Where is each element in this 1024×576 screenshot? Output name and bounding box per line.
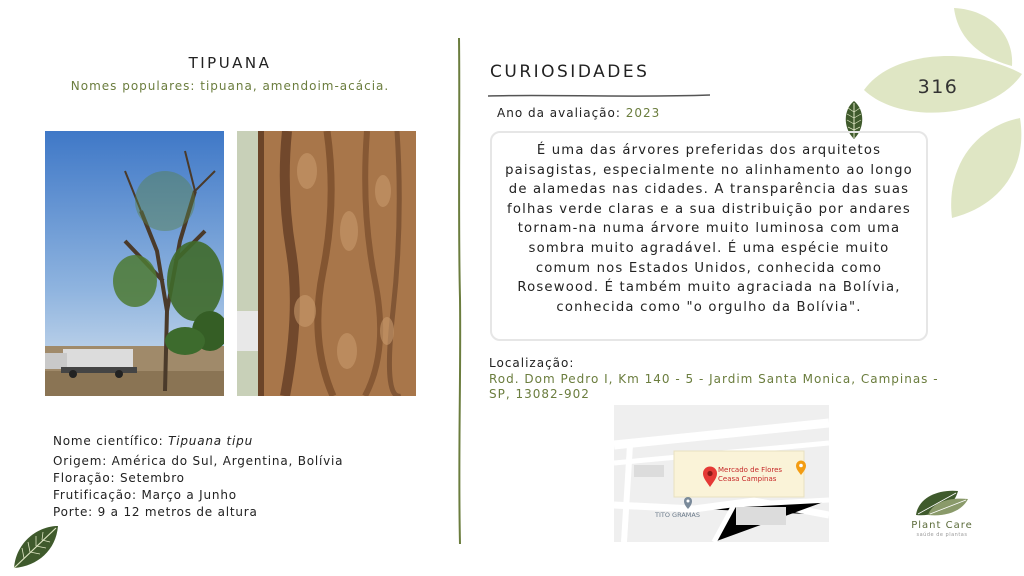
location-map[interactable] (614, 405, 829, 542)
map-poi-label: TITO GRAMAS (655, 511, 700, 519)
year-value: 2023 (625, 106, 661, 120)
location-label: Localização: (489, 356, 575, 370)
plant-facts (53, 433, 343, 521)
brand-tagline: saúde de plantas (916, 532, 968, 538)
evaluation-year (497, 106, 660, 120)
scientific-name-line (53, 433, 343, 450)
brand-name: Plant Care (911, 520, 973, 531)
map-marker-line-1: Mercado de Flores (718, 466, 783, 474)
column-divider (455, 38, 465, 548)
plant-care-logo (914, 487, 970, 523)
map-pin-icon (702, 466, 718, 488)
heading-underline (488, 84, 713, 103)
map-marker-label (718, 466, 782, 484)
curiosities-text: É uma das árvores preferidas dos arquitetos paisagistas, especialmente no alinhamento ao longo de alamedas nas cidades. A transparência das suas folhas verde claras e a sua distribuição por andares tornam-na numa árvore muito luminosa com uma sombra muito agradável. É uma espécie muito comum nos Estados Unidos, conhecida como Rosewood. É também muito agraciada na Bolívia, conhecida como "o orgulho da Bolívia". (505, 143, 913, 315)
location-address: Rod. Dom Pedro I, Km 140 - 5 - Jardim Santa Monica, Campinas - SP, 13082-902 (489, 372, 939, 401)
origin: Origem: América do Sul, Argentina, Bolívia (53, 454, 344, 468)
tree-photo (45, 131, 224, 396)
popular-names: Nomes populares: tipuana, amendoim-acácia. (70, 79, 390, 93)
curiosities-heading: CURIOSIDADES (490, 62, 650, 82)
scientific-name-label: Nome científico: (53, 434, 169, 448)
fruiting: Frutificação: Março a Junho (53, 488, 237, 502)
plant-name: TIPUANA (188, 54, 272, 72)
page-number: 316 (917, 76, 959, 98)
year-label: Ano da avaliação: (497, 106, 626, 120)
bark-photo (237, 131, 416, 396)
map-marker-line-2: Ceasa Campinas (718, 475, 777, 483)
map-poi-gray-icon (683, 496, 693, 510)
size: Porte: 9 a 12 metros de altura (53, 505, 258, 519)
leaf-decoration-bottom-left (10, 522, 62, 576)
map-poi-orange-icon (795, 460, 807, 476)
leaf-decoration-top-right (862, 0, 1024, 234)
flowering: Floração: Setembro (53, 471, 185, 485)
scientific-name-value: Tipuana tipu (168, 434, 254, 448)
